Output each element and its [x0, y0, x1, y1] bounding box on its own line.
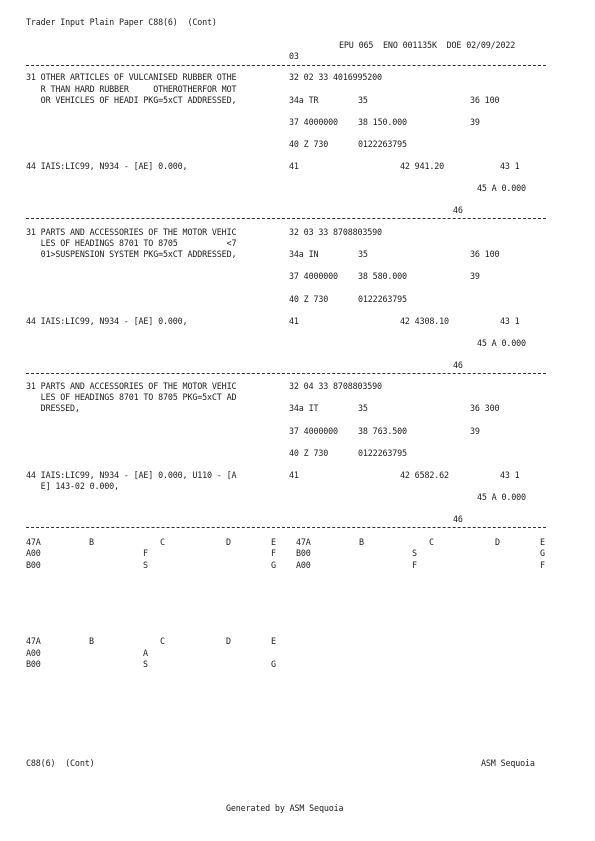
box-36-preference: 36 100 [470, 95, 500, 105]
tax-type-code: B00 [26, 560, 41, 570]
tax-header-47a: 47A [26, 636, 41, 646]
tax-header-e: E [271, 537, 276, 547]
box-42-item-price: 42 941.20 [400, 161, 445, 171]
box-45-adjustment: 45 A 0.000 [477, 183, 526, 193]
separator-rule [26, 65, 546, 66]
tax-header-c: C [429, 537, 434, 547]
box-37-procedure: 37 4000000 [289, 426, 338, 436]
box-32-item-commodity: 32 02 33 4016995200 [289, 72, 382, 82]
box-34a-origin: 34a TR [289, 95, 319, 105]
declaration-reference: EPU 065 ENO 001135K DOE 02/09/2022 [339, 40, 516, 50]
box-41-supplementary-units: 41 [289, 161, 299, 171]
box-36-preference: 36 100 [470, 249, 500, 259]
tax-header-b: B [89, 636, 94, 646]
separator-rule [26, 527, 546, 528]
tax-type-code: B00 [26, 659, 41, 669]
footer-form-label: C88(6) (Cont) [26, 758, 95, 768]
box-35-gross-mass: 35 [358, 403, 368, 413]
box-34a-origin: 34a IN [289, 249, 319, 259]
box-38-net-mass: 38 763.500 [358, 426, 407, 436]
box-45-adjustment: 45 A 0.000 [477, 492, 526, 502]
box-46-statistical-value: 46 [453, 360, 463, 370]
separator-rule [26, 218, 546, 219]
goods-description-line: DRESSED, [26, 403, 80, 413]
box-36-preference: 36 300 [470, 403, 500, 413]
tax-mop-code: G [540, 548, 545, 558]
tax-type-code: A00 [26, 648, 41, 658]
box-38-net-mass: 38 580.000 [358, 271, 407, 281]
tax-mop-code: F [540, 560, 545, 570]
box-39-quota: 39 [470, 271, 480, 281]
tax-header-d: D [226, 636, 231, 646]
box-32-item-commodity: 32 04 33 8708803590 [289, 381, 382, 391]
goods-description-line: LES OF HEADINGS 8701 TO 8705 <7 [26, 238, 237, 248]
tax-rate-code: F [143, 548, 148, 558]
box-41-supplementary-units: 41 [289, 316, 299, 326]
box-35-gross-mass: 35 [358, 249, 368, 259]
box-42-item-price: 42 4308.10 [400, 316, 449, 326]
goods-description-line: 31 PARTS AND ACCESSORIES OF THE MOTOR VEHIC [26, 381, 237, 391]
box-40-previous-document: 40 Z 730 [289, 139, 329, 149]
box-44-additional-info: 44 IAIS:LIC99, N934 - [AE] 0.000, [26, 161, 188, 171]
tax-rate-code: S [412, 548, 417, 558]
box-42-item-price: 42 6582.62 [400, 470, 449, 480]
tax-rate-code: F [412, 560, 417, 570]
tax-header-b: B [89, 537, 94, 547]
goods-description-line: R THAN HARD RUBBER OTHEROTHERFOR MOT [26, 84, 237, 94]
box-35-gross-mass: 35 [358, 95, 368, 105]
generated-by-note: Generated by ASM Sequoia [226, 803, 344, 813]
box-44-additional-info: E] 143-02 0.000, [26, 481, 119, 491]
box-37-procedure: 37 4000000 [289, 271, 338, 281]
box-45-adjustment: 45 A 0.000 [477, 338, 526, 348]
box-32-item-commodity: 32 03 33 8708803590 [289, 227, 382, 237]
tax-mop-code: F [271, 548, 276, 558]
tax-type-code: A00 [26, 548, 41, 558]
box-44-additional-info: 44 IAIS:LIC99, N934 - [AE] 0.000, [26, 316, 188, 326]
box-46-statistical-value: 46 [453, 205, 463, 215]
box-39-quota: 39 [470, 426, 480, 436]
tax-header-e: E [271, 636, 276, 646]
box-34a-origin: 34a IT [289, 403, 319, 413]
box-38-net-mass: 38 150.000 [358, 117, 407, 127]
tax-rate-code: S [143, 659, 148, 669]
box-40-reference: 0122263795 [358, 139, 407, 149]
goods-description-line: 31 OTHER ARTICLES OF VULCANISED RUBBER OTHE [26, 72, 237, 82]
goods-description-line: 31 PARTS AND ACCESSORIES OF THE MOTOR VEHIC [26, 227, 237, 237]
box-39-quota: 39 [470, 117, 480, 127]
box-44-additional-info: 44 IAIS:LIC99, N934 - [AE] 0.000, U110 - [A [26, 470, 237, 480]
tax-type-code: B00 [296, 548, 311, 558]
tax-header-47a: 47A [26, 537, 41, 547]
tax-header-b: B [359, 537, 364, 547]
box-46-statistical-value: 46 [453, 514, 463, 524]
box-41-supplementary-units: 41 [289, 470, 299, 480]
goods-description-line: 01>SUSPENSION SYSTEM PKG=5xCT ADDRESSED, [26, 249, 237, 259]
tax-header-c: C [160, 537, 165, 547]
tax-rate-code: S [143, 560, 148, 570]
box-43-valuation-method: 43 1 [500, 470, 520, 480]
footer-brand: ASM Sequoia [481, 758, 535, 768]
tax-header-e: E [540, 537, 545, 547]
goods-description-line: OR VEHICLES OF HEADI PKG=5xCT ADDRESSED, [26, 95, 237, 105]
box-43-valuation-method: 43 1 [500, 316, 520, 326]
tax-mop-code: G [271, 560, 276, 570]
tax-rate-code: A [143, 648, 148, 658]
tax-header-47a: 47A [296, 537, 311, 547]
box-40-previous-document: 40 Z 730 [289, 448, 329, 458]
goods-description-line: LES OF HEADINGS 8701 TO 8705 PKG=5xCT AD [26, 392, 237, 402]
tax-mop-code: G [271, 659, 276, 669]
tax-header-d: D [495, 537, 500, 547]
tax-type-code: A00 [296, 560, 311, 570]
box-37-procedure: 37 4000000 [289, 117, 338, 127]
box-43-valuation-method: 43 1 [500, 161, 520, 171]
document-title: Trader Input Plain Paper C88(6) (Cont) [26, 17, 217, 27]
tax-header-c: C [160, 636, 165, 646]
box-03: 03 [289, 51, 299, 61]
box-40-reference: 0122263795 [358, 448, 407, 458]
box-40-previous-document: 40 Z 730 [289, 294, 329, 304]
tax-header-d: D [226, 537, 231, 547]
separator-rule [26, 373, 546, 374]
box-40-reference: 0122263795 [358, 294, 407, 304]
